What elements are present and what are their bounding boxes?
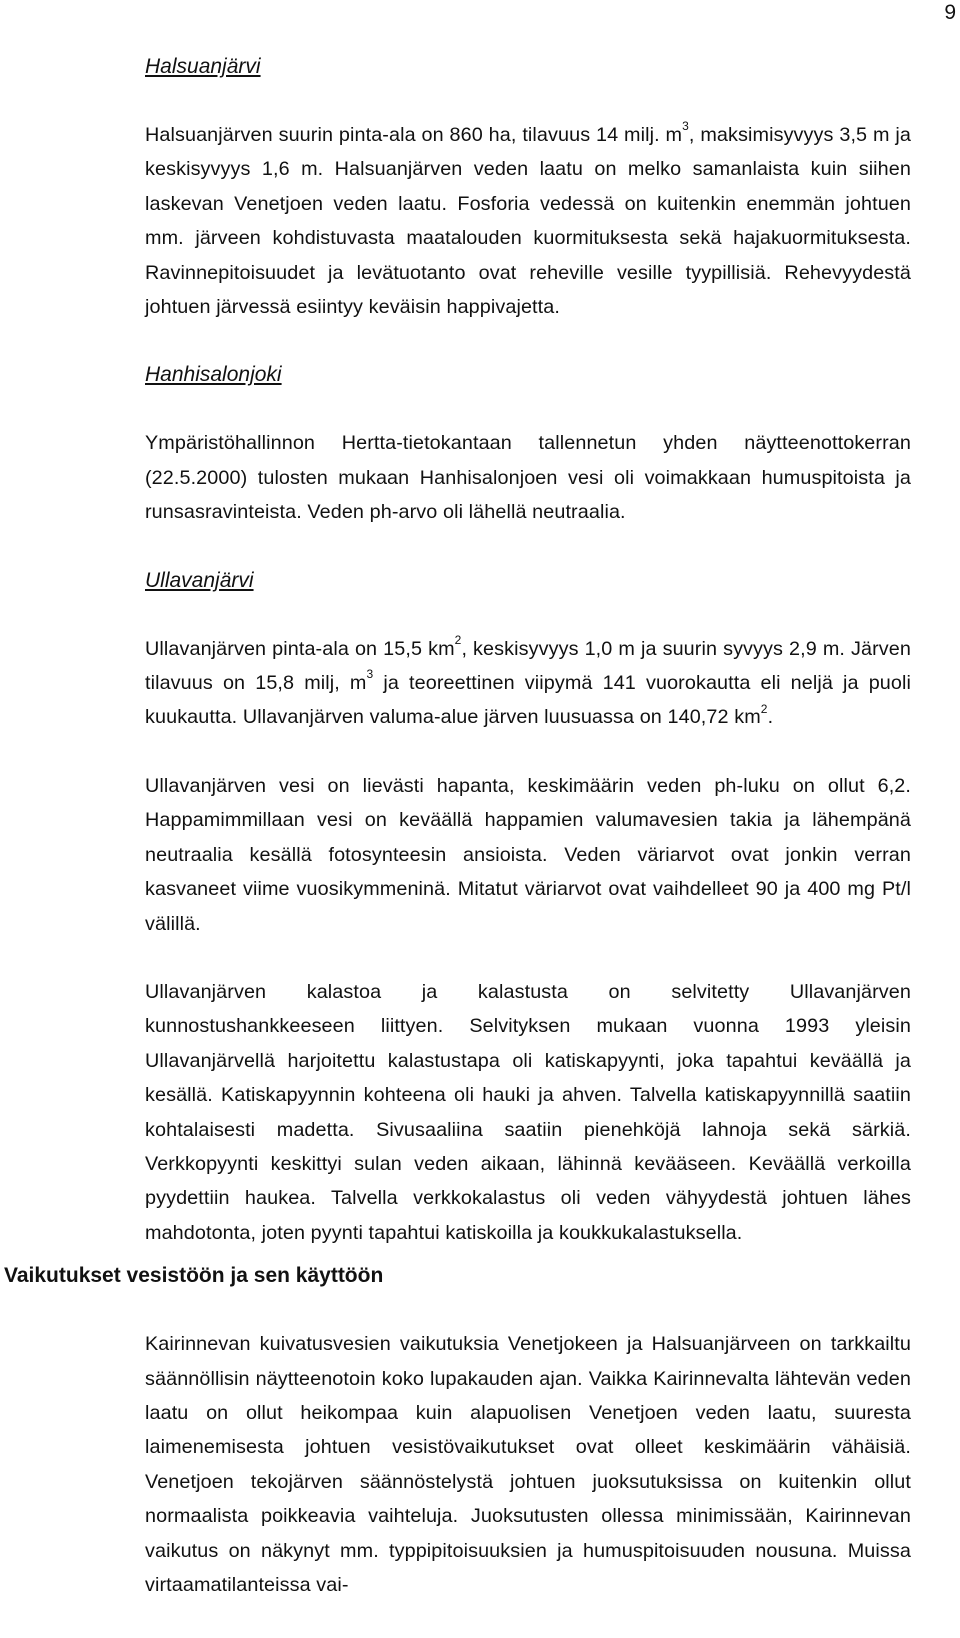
section-heading-halsuanjarvi: Halsuanjärvi [145, 55, 261, 78]
paragraph-ullavanjarvi-3: Ullavanjärven kalastoa ja kalastusta on selvitetty Ullavanjärven kunnostushankkeeseen liittyen. Selvityksen mukaan vuonna 1993 yleisin Ullavanjärvellä harjoitettu kalastustapa oli katiskapyynti, joka tapahtui keväällä ja kesällä. Katiskapyynnin kohteena oli hauki ja ahven. Talvella katiskapyynnillä saatiin kohtalaisesti madetta. Sivusaaliina saatiin pienehköjä lahnoja sekä särkiä. Verkkopyynti keskittyi sulan veden aikaan, lähinnä kevääseen. Keväällä verkoilla pyydettiin haukea. Talvella verkkokalastus oli veden vähyydestä johtuen lähes mahdotonta, joten pyynti tapahtui katiskoilla ja koukkukalastuksella. [145, 980, 911, 1244]
paragraph-ullavanjarvi-2: Ullavanjärven vesi on lievästi hapanta, keskimäärin veden ph-luku on ollut 6,2. Happamimmillaan vesi on keväällä happamien valumavesien takia ja lähempänä neutraalia kesällä fotosynteesin ansioista. Veden väriarvot ovat jonkin verran kasvaneet viime vuosikymmeninä. Mitatut väriarvot ovat vaihdelleet 90 ja 400 mg Pt/l välillä. [145, 774, 911, 935]
document-body [4, 50, 912, 1602]
page-number: 9 [944, 1, 956, 24]
paragraph-halsuanjarvi: Halsuanjärven suurin pinta-ala on 860 ha, tilavuus 14 milj. $m^3$, maksimisyvyys 3,5 m ja keskisyvyys 1,6 m. Halsuanjärven veden laatu on melko samanlaista kuin siihen laskevan Venetjoen veden laatu. Fosforia vedessä on kuitenkin enemmän johtuen mm. järveen kohdistuvasta maatalouden kuormituksesta sekä hajakuormituksesta. Ravinnepitoisuudet ja levätuotanto ovat reheville vesille tyypillisiä. Rehevyydestä johtuen järvessä esiintyy keväisin happivajetta. [145, 119, 911, 319]
paragraph-vaikutukset: Kairinnevan kuivatusvesien vaikutuksia Venetjokeen ja Halsuanjärveen on tarkkailtu säännöllisin näytteenotoin koko lupakauden ajan. Vaikka Kairinnevalta lähtevän veden laatu on ollut heikompaa kuin alapuolisen Venetjoen veden laatu, suuresta laimenemisesta johtuen vesistövaikutukset ovat olleet keskimäärin vähäisiä. Venetjoen tekojärven säännöstelystä johtuen juoksutuksissa on kuitenkin ollut normaalista poikkeavia vaihteluja. Juoksutusten ollessa minimissään, Kairinnevan vaikutus on näkynyt mm. typpipitoisuuksien ja humuspitoisuuden nousuna. Muissa virtaamatilanteissa vai- [145, 1333, 911, 1596]
paragraph-hanhisalonjoki: Ympäristöhallinnon Hertta-tietokantaan tallennetun yhden näytteenottokerran (22.5.2000) tulosten mukaan Hanhisalonjoen vesi oli voimakkaan humuspitoista ja runsasravinteista. Veden ph-arvo oli lähellä neutraalia. [145, 432, 911, 524]
main-heading-vaikutukset: Vaikutukset vesistöön ja sen käyttöön [4, 1264, 384, 1288]
paragraph-ullavanjarvi-1: Ullavanjärven pinta-ala on 15,5 $km^2$, keskisyvyys 1,0 m ja suurin syvyys 2,9 m. Järven tilavuus on 15,8 milj, $m^3$ ja teoreettinen viipymä 141 vuorokautta eli neljä ja puoli kuukautta. Ullavanjärven valuma-alue järven luusuassa on 140,72 $km^2$. [145, 633, 912, 729]
section-heading-hanhisalonjoki: Hanhisalonjoki [145, 363, 282, 387]
section-heading-ullavanjarvi: Ullavanjärvi [145, 568, 254, 592]
